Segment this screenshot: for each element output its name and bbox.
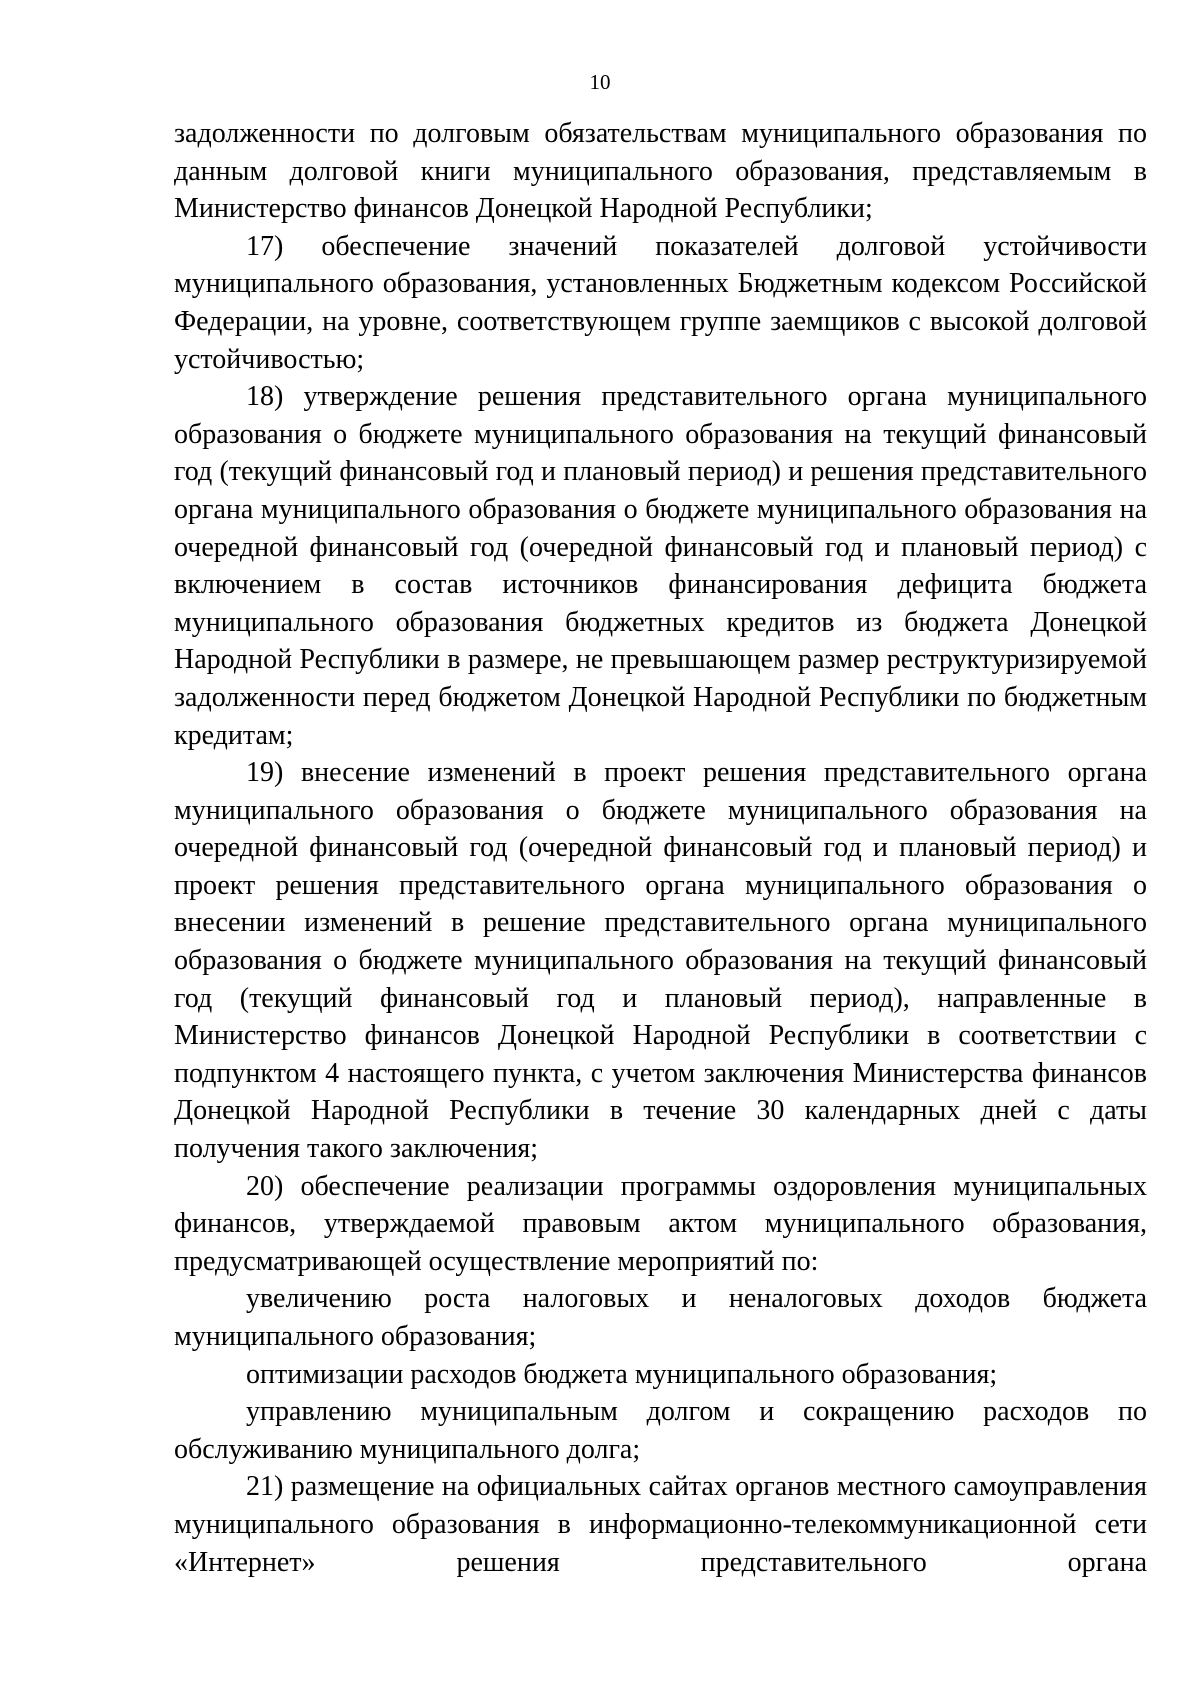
paragraph-item-18: 18) утверждение решения представительного органа муниципального образования о бюджете муниципального образования на текущий финансовый год (текущий финансовый год и плановый период) и решения представительного органа муниципального образования о бюджете муниципального образования на очередной финансовый год (очередной финансовый год и плановый период) с включением в состав источников финансирования дефицита бюджета муниципального образования бюджетных кредитов из бюджета Донецкой Народной Республики в размере, не превышающем размер реструктуризируемой задолженности перед бюджетом Донецкой Народной Республики по бюджетным кредитам; [174, 381, 1147, 751]
paragraph-continuation: задолженности по долговым обязательствам муниципального образования по данным долговой книги муниципального образования, представляемым в Министерство финансов Донецкой Народной Республики; [174, 118, 1147, 225]
document-body [174, 115, 1147, 1581]
paragraph-measure-expenses: оптимизации расходов бюджета муниципального образования; [246, 1358, 998, 1390]
page-number: 10 [589, 70, 611, 94]
paragraph-item-20: 20) обеспечение реализации программы оздоровления муниципальных финансов, утверждаемой правовым актом муниципального образования, предусматривающей осуществление мероприятий по: [174, 1170, 1147, 1277]
paragraph-measure-debt: управлению муниципальным долгом и сокращению расходов по обслуживанию муниципального долга; [174, 1396, 1147, 1465]
paragraph-measure-revenue: увеличению роста налоговых и неналоговых доходов бюджета муниципального образования; [174, 1283, 1147, 1352]
paragraph-item-19: 19) внесение изменений в проект решения представительного органа муниципального образования о бюджете муниципального образования на очередной финансовый год (очередной финансовый год и плановый период) и проект решения представительного органа муниципального образования о внесении изменений в решение представительного органа муниципального образования о бюджете муниципального образования на текущий финансовый год (текущий финансовый год и плановый период), направленные в Министерство финансов Донецкой Народной Республики в соответствии с подпунктом 4 настоящего пункта, с учетом заключения Министерства финансов Донецкой Народной Республики в течение 30 календарных дней с даты получения такого заключения; [174, 757, 1147, 1165]
paragraph-item-17: 17) обеспечение значений показателей долговой устойчивости муниципального образования, установленных Бюджетным кодексом Российской Федерации, на уровне, соответствующем группе заемщиков с высокой долговой устойчивостью; [174, 230, 1147, 375]
paragraph-item-21: 21) размещение на официальных сайтах органов местного самоуправления муниципального образования в информационно-телекоммуникационной сети «Интернет» решения представительного органа [174, 1471, 1147, 1578]
